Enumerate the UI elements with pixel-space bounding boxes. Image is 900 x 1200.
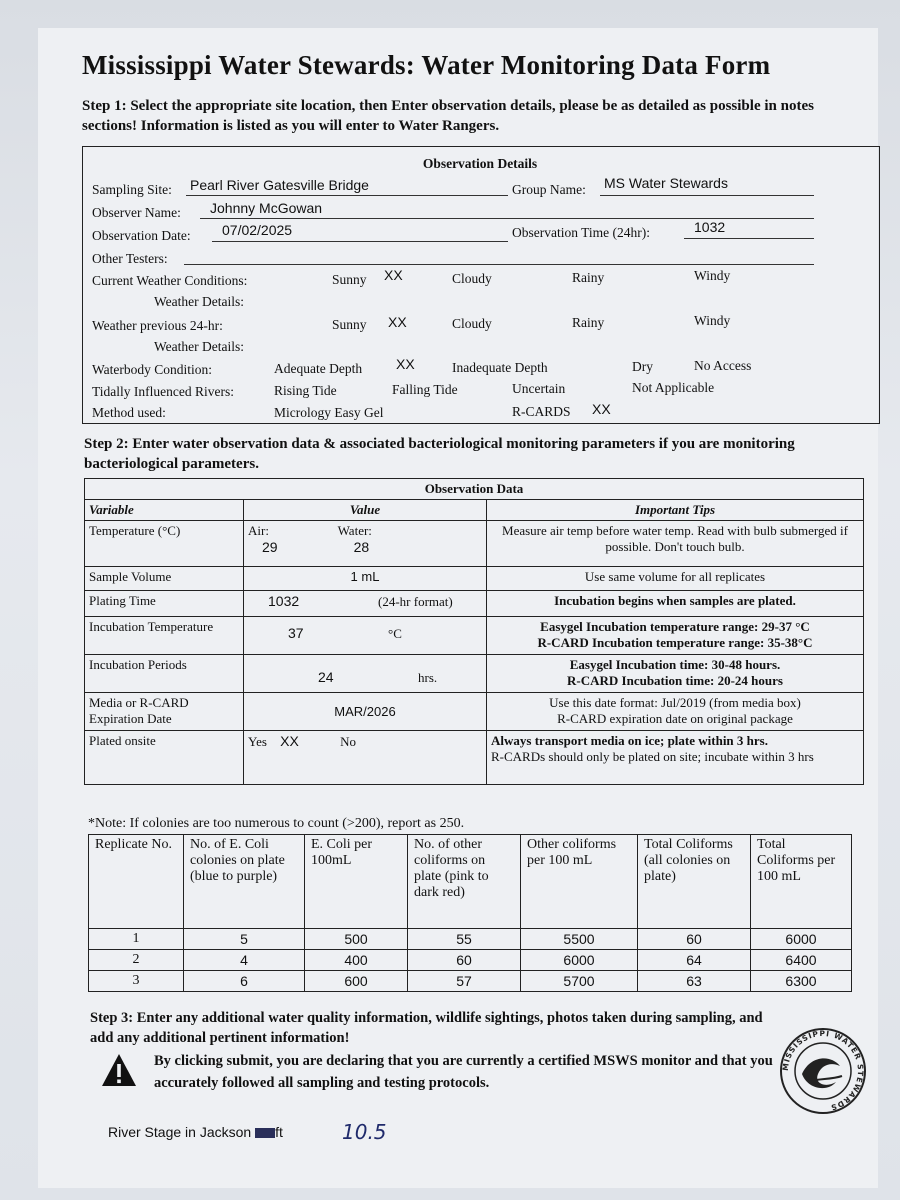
plated-no-option[interactable]: No	[340, 734, 357, 749]
observation-details-heading: Observation Details	[422, 156, 538, 171]
method-label: Method used:	[92, 405, 166, 420]
micrology-option[interactable]: Micrology Easy Gel	[274, 405, 384, 420]
col-tips: Important Tips	[487, 500, 864, 521]
step3-instructions: Step 3: Enter any additional water quality information, wildlife sightings, photos taken during sampling, and add any additional pertinent information!	[90, 1010, 763, 1046]
date-value: 07/02/2025	[222, 222, 293, 238]
volume-value[interactable]: 1 mL	[244, 567, 487, 591]
dry-option[interactable]: Dry	[632, 359, 653, 374]
seal-text: MISSISSIPPI WATER STEWARDS	[780, 1028, 866, 1113]
inc-period-tip-2: R-CARD Incubation time: 20-24 hours	[567, 673, 783, 688]
cell-value[interactable]: 5700	[521, 971, 638, 992]
river-stage-value[interactable]: 10.5	[342, 1120, 387, 1144]
header-ecoli-per-100: E. Coli per 100mL	[305, 835, 408, 929]
cell-value[interactable]: 57	[408, 971, 521, 992]
observer-label: Observer Name:	[92, 205, 181, 220]
adequate-depth-mark: XX	[396, 356, 415, 372]
water-label: Water:	[337, 523, 372, 538]
cell-value[interactable]: 4	[184, 950, 305, 971]
cell-value[interactable]: 400	[305, 950, 408, 971]
inc-period-tip-1: Easygel Incubation time: 30-48 hours.	[569, 657, 781, 672]
temp-label: Temperature (°C)	[85, 521, 244, 567]
weather-cloudy-option[interactable]: Cloudy	[452, 271, 492, 286]
declaration-text: By clicking submit, you are declaring that you are currently a certified MSWS monitor and that you accurately followed all sampling and testing protocols.	[154, 1053, 773, 1091]
prev-sunny-option[interactable]: Sunny	[332, 317, 367, 332]
header-total-per-100: Total Coliforms per 100 mL	[751, 835, 852, 929]
incubation-period-cell[interactable]	[244, 655, 487, 693]
prev-sunny-mark: XX	[388, 314, 407, 330]
inc-temp-tip-1: Easygel Incubation temperature range: 29-37 °C	[540, 619, 810, 634]
weather-label: Current Weather Conditions:	[92, 273, 248, 288]
incubation-temp-cell[interactable]	[244, 617, 487, 655]
inc-temp-tip-2: R-CARD Incubation temperature range: 35-38°C	[537, 635, 813, 650]
incubation-period-label: Incubation Periods	[85, 655, 244, 693]
adequate-depth-option[interactable]: Adequate Depth	[274, 361, 363, 376]
observer-value: Johnny McGowan	[210, 200, 323, 216]
header-other-per-100: Other coliforms per 100 mL	[521, 835, 638, 929]
replicate-table	[88, 834, 852, 992]
plated-yes-option[interactable]: Yes	[248, 734, 267, 749]
cell-value[interactable]: 5	[184, 929, 305, 950]
plating-value: 1032	[268, 593, 300, 609]
rising-tide-option[interactable]: Rising Tide	[274, 383, 337, 398]
observation-data-table	[84, 478, 864, 785]
cell-value[interactable]: 6300	[751, 971, 852, 992]
incubation-temp-label: Incubation Temperature	[85, 617, 244, 655]
cell-value[interactable]: 6000	[751, 929, 852, 950]
prev-rainy-option[interactable]: Rainy	[572, 315, 605, 330]
incubation-period-value: 24	[318, 669, 334, 685]
plated-yes-mark: XX	[280, 733, 299, 749]
group-name-label: Group Name:	[512, 182, 586, 197]
date-label: Observation Date:	[92, 228, 191, 243]
table-row	[89, 950, 852, 971]
time-label: Observation Time (24hr):	[512, 225, 650, 240]
plating-cell[interactable]	[244, 591, 487, 617]
waterbody-label: Waterbody Condition:	[92, 362, 213, 377]
plated-tip-1: Always transport media on ice; plate within 3 hrs.	[491, 733, 768, 748]
group-name-value: MS Water Stewards	[604, 175, 728, 191]
plated-onsite-cell[interactable]	[244, 731, 487, 785]
replicate-no: 2	[89, 950, 184, 971]
weather-rainy-option[interactable]: Rainy	[572, 270, 605, 285]
water-value: 28	[353, 539, 370, 555]
rcards-option[interactable]: R-CARDS	[512, 404, 571, 419]
time-value: 1032	[694, 219, 726, 235]
colonies-note: *Note: If colonies are too numerous to count (>200), report as 250.	[88, 816, 465, 831]
plating-label: Plating Time	[85, 591, 244, 617]
cell-value[interactable]: 600	[305, 971, 408, 992]
header-total-colonies: Total Coliforms (all colonies on plate)	[638, 835, 751, 929]
no-access-option[interactable]: No Access	[694, 358, 752, 373]
mississippi-water-stewards-seal	[778, 1026, 868, 1116]
col-value: Value	[244, 500, 487, 521]
tidal-label: Tidally Influenced Rivers:	[92, 384, 234, 399]
exp-tip-2: R-CARD expiration date on original package	[557, 711, 793, 726]
plating-tip: Incubation begins when samples are plated.	[487, 591, 864, 617]
prev-cloudy-option[interactable]: Cloudy	[452, 316, 492, 331]
scribble-mark	[255, 1128, 275, 1138]
sampling-site-value: Pearl River Gatesville Bridge	[190, 177, 369, 193]
cell-value[interactable]: 500	[305, 929, 408, 950]
expiration-label: Media or R-CARD Expiration Date	[85, 693, 244, 731]
volume-tip: Use same volume for all replicates	[487, 567, 864, 591]
not-applicable-option[interactable]: Not Applicable	[632, 380, 715, 395]
replicate-no: 1	[89, 929, 184, 950]
river-stage-label: River Stage in Jackson ft	[108, 1124, 283, 1140]
falling-tide-option[interactable]: Falling Tide	[392, 382, 458, 397]
other-testers-field[interactable]	[184, 247, 814, 265]
uncertain-option[interactable]: Uncertain	[512, 381, 566, 396]
cell-value[interactable]: 64	[638, 950, 751, 971]
weather-details-label: Weather Details:	[154, 294, 244, 309]
replicate-no: 3	[89, 971, 184, 992]
cell-value[interactable]: 63	[638, 971, 751, 992]
temp-tip: Measure air temp before water temp. Read with bulb submerged if possible. Don't touch bulb.	[487, 521, 864, 567]
warning-icon	[100, 1052, 138, 1088]
col-variable: Variable	[85, 500, 244, 521]
other-testers-label: Other Testers:	[92, 251, 168, 266]
plating-format: (24-hr format)	[378, 594, 453, 609]
exp-tip-1: Use this date format: Jul/2019 (from media box)	[549, 695, 801, 710]
header-replicate: Replicate No.	[89, 835, 184, 929]
observation-data-heading: Observation Data	[85, 479, 864, 500]
rcards-mark: XX	[592, 401, 611, 417]
step2-instructions: Step 2: Enter water observation data & associated bacteriological monitoring parameters if you are monitoring bacteriological parameters.	[84, 436, 795, 472]
incubation-temp-unit: °C	[388, 626, 402, 641]
incubation-period-unit: hrs.	[418, 670, 438, 685]
weather-prev-label: Weather previous 24-hr:	[92, 318, 223, 333]
weather-windy-option[interactable]: Windy	[694, 268, 731, 283]
volume-label: Sample Volume	[85, 567, 244, 591]
table-row	[89, 971, 852, 992]
expiration-value[interactable]: MAR/2026	[244, 693, 487, 731]
air-value: 29	[262, 539, 278, 555]
plated-onsite-label: Plated onsite	[85, 731, 244, 785]
air-label: Air:	[248, 523, 269, 538]
inadequate-depth-option[interactable]: Inadequate Depth	[452, 360, 548, 375]
header-ecoli-colonies: No. of E. Coli colonies on plate (blue to purple)	[184, 835, 305, 929]
weather-sunny-option[interactable]: Sunny	[332, 272, 367, 287]
cell-value[interactable]: 6	[184, 971, 305, 992]
prev-weather-details-label: Weather Details:	[154, 339, 244, 354]
incubation-temp-value: 37	[288, 625, 304, 641]
step1-instructions: Step 1: Select the appropriate site location, then Enter observation details, please be as detailed as possible in notes sections! Information is listed as you will enter to Water Rangers.	[82, 98, 814, 134]
weather-sunny-mark: XX	[384, 267, 403, 283]
form-title: Mississippi Water Stewards: Water Monitoring Data Form	[82, 50, 771, 80]
cell-value[interactable]: 6000	[521, 950, 638, 971]
plated-tip-2: R-CARDs should only be plated on site; incubate within 3 hrs	[491, 749, 814, 764]
sampling-site-label: Sampling Site:	[92, 182, 172, 197]
cell-value[interactable]: 55	[408, 929, 521, 950]
prev-windy-option[interactable]: Windy	[694, 313, 731, 328]
cell-value[interactable]: 6400	[751, 950, 852, 971]
cell-value[interactable]: 60	[638, 929, 751, 950]
cell-value[interactable]: 60	[408, 950, 521, 971]
cell-value[interactable]: 5500	[521, 929, 638, 950]
table-row	[89, 929, 852, 950]
header-other-colonies: No. of other coliforms on plate (pink to dark red)	[408, 835, 521, 929]
temp-value-cell[interactable]	[244, 521, 487, 567]
